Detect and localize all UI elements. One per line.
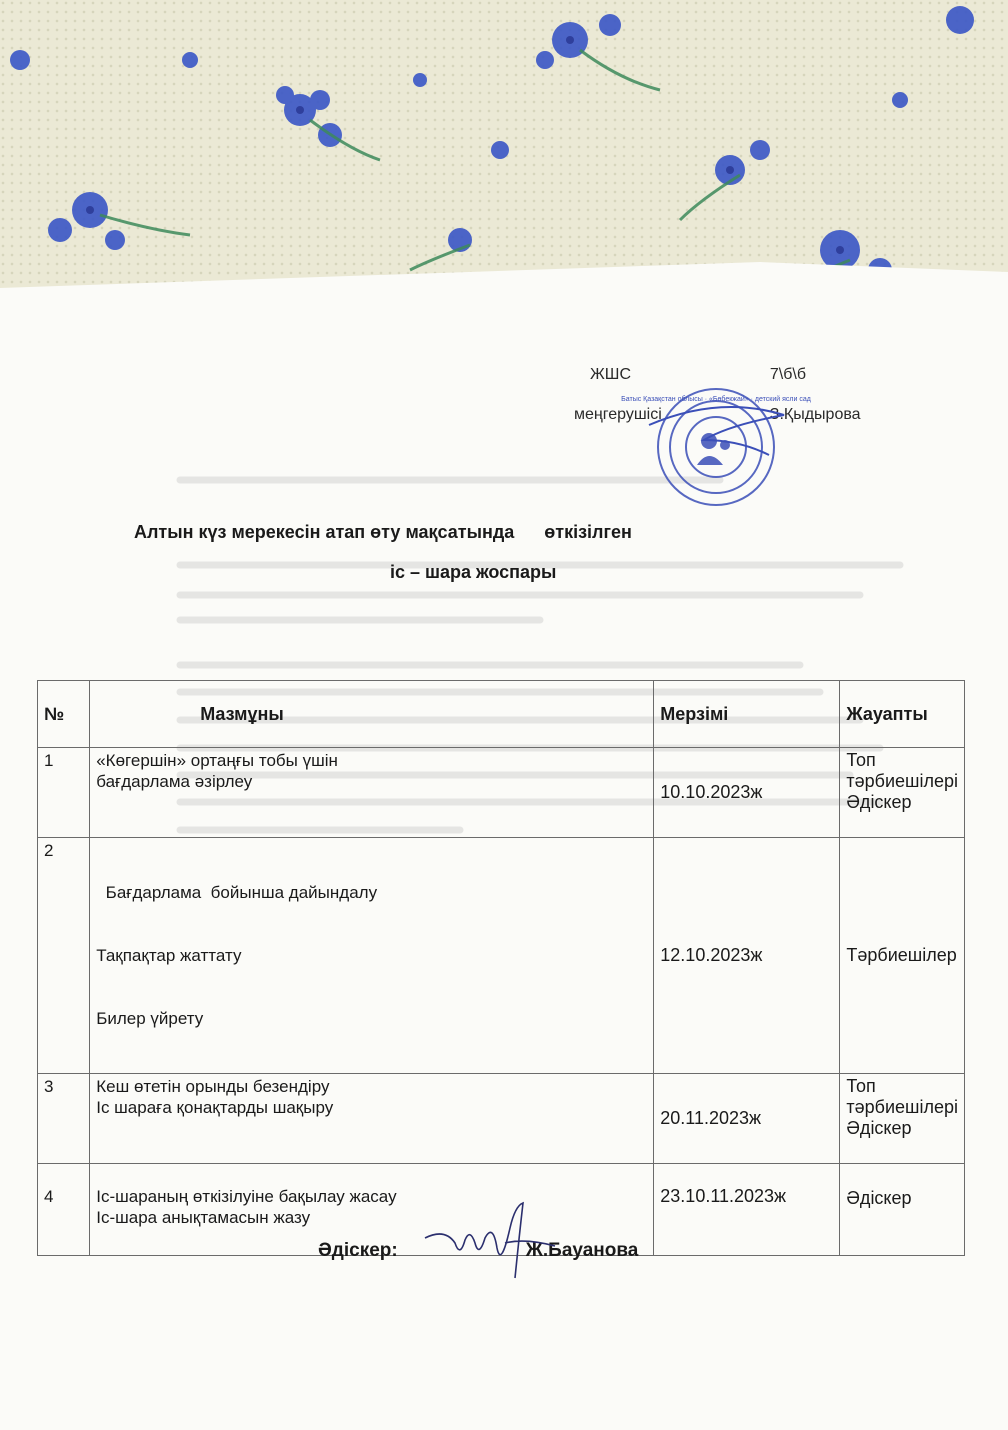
table-row [38,838,965,1074]
row-number: 2 [38,838,90,1074]
content-line: Іс-шараның өткізілуіне бақылау жасау [96,1187,397,1206]
row-date: 20.11.2023ж [654,1074,840,1164]
stamp-ring-text: Батыс Қазақстан облысы · «Бөбекжай» · детский ясли сад [621,396,811,403]
row-content [90,838,654,1074]
approval-org-line [590,366,806,384]
responsible-line: Тәрбиешілер [846,945,957,965]
signer-role: Әдіскер: [318,1240,398,1261]
content-line: Іс-шара анықтамасын жазу [96,1208,311,1227]
responsible-line: Топ [846,750,876,770]
table-header-row [38,681,965,748]
row-content [90,1074,654,1164]
responsible-line: тәрбиешілері [846,1097,958,1117]
row-number: 4 [38,1164,90,1256]
row-number: 1 [38,748,90,838]
signer-name: Ж.Бауанова [525,1240,639,1261]
table-row [38,1074,965,1164]
row-date: 23.10.11.2023ж [654,1164,840,1256]
content-line: Іс шараға қонақтарды шақыру [96,1098,334,1117]
title-part-1: Алтын күз мерекесін атап өту мақсатында [134,522,515,542]
responsible-line: тәрбиешілері [846,771,958,791]
content-line: «Көгершін» ортаңғы тобы үшін [96,751,338,770]
content-line: Бағдарлама бойынша дайындалу [96,883,378,902]
responsible-line: Әдіскер [846,792,912,812]
head-name: З.Қыдырова [769,406,861,423]
org-type: ЖШС [590,366,631,383]
row-responsible [840,1074,965,1164]
document-subtitle: іс – шара жоспары [390,562,557,582]
row-responsible [840,1164,965,1256]
row-responsible [840,838,965,1074]
responsible-line: Топ [846,1076,876,1096]
responsible-line: Әдіскер [846,1118,912,1138]
content-line: Тақпақтар жаттату [96,946,242,965]
handwritten-signature [415,1198,565,1288]
document-title [134,522,632,543]
official-stamp [609,385,823,509]
header-responsible: Жауапты [840,681,965,748]
plan-table [37,680,965,1256]
header-content: Мазмұны [90,681,654,748]
org-number: 7\б\б [769,366,807,383]
content-line: бағдарлама әзірлеу [96,772,253,791]
head-title: меңгерушісі [574,406,662,423]
row-number: 3 [38,1074,90,1164]
content-line: Кеш өтетін орынды безендіру [96,1077,330,1096]
row-content [90,748,654,838]
responsible-line: Әдіскер [846,1188,912,1208]
title-part-2: өткізілген [544,522,632,542]
row-date: 12.10.2023ж [654,838,840,1074]
header-date: Мерзімі [654,681,840,748]
row-responsible [840,748,965,838]
content-line: Билер үйрету [96,1009,204,1028]
row-date: 10.10.2023ж [654,748,840,838]
table-row [38,748,965,838]
header-number: № [38,681,90,748]
